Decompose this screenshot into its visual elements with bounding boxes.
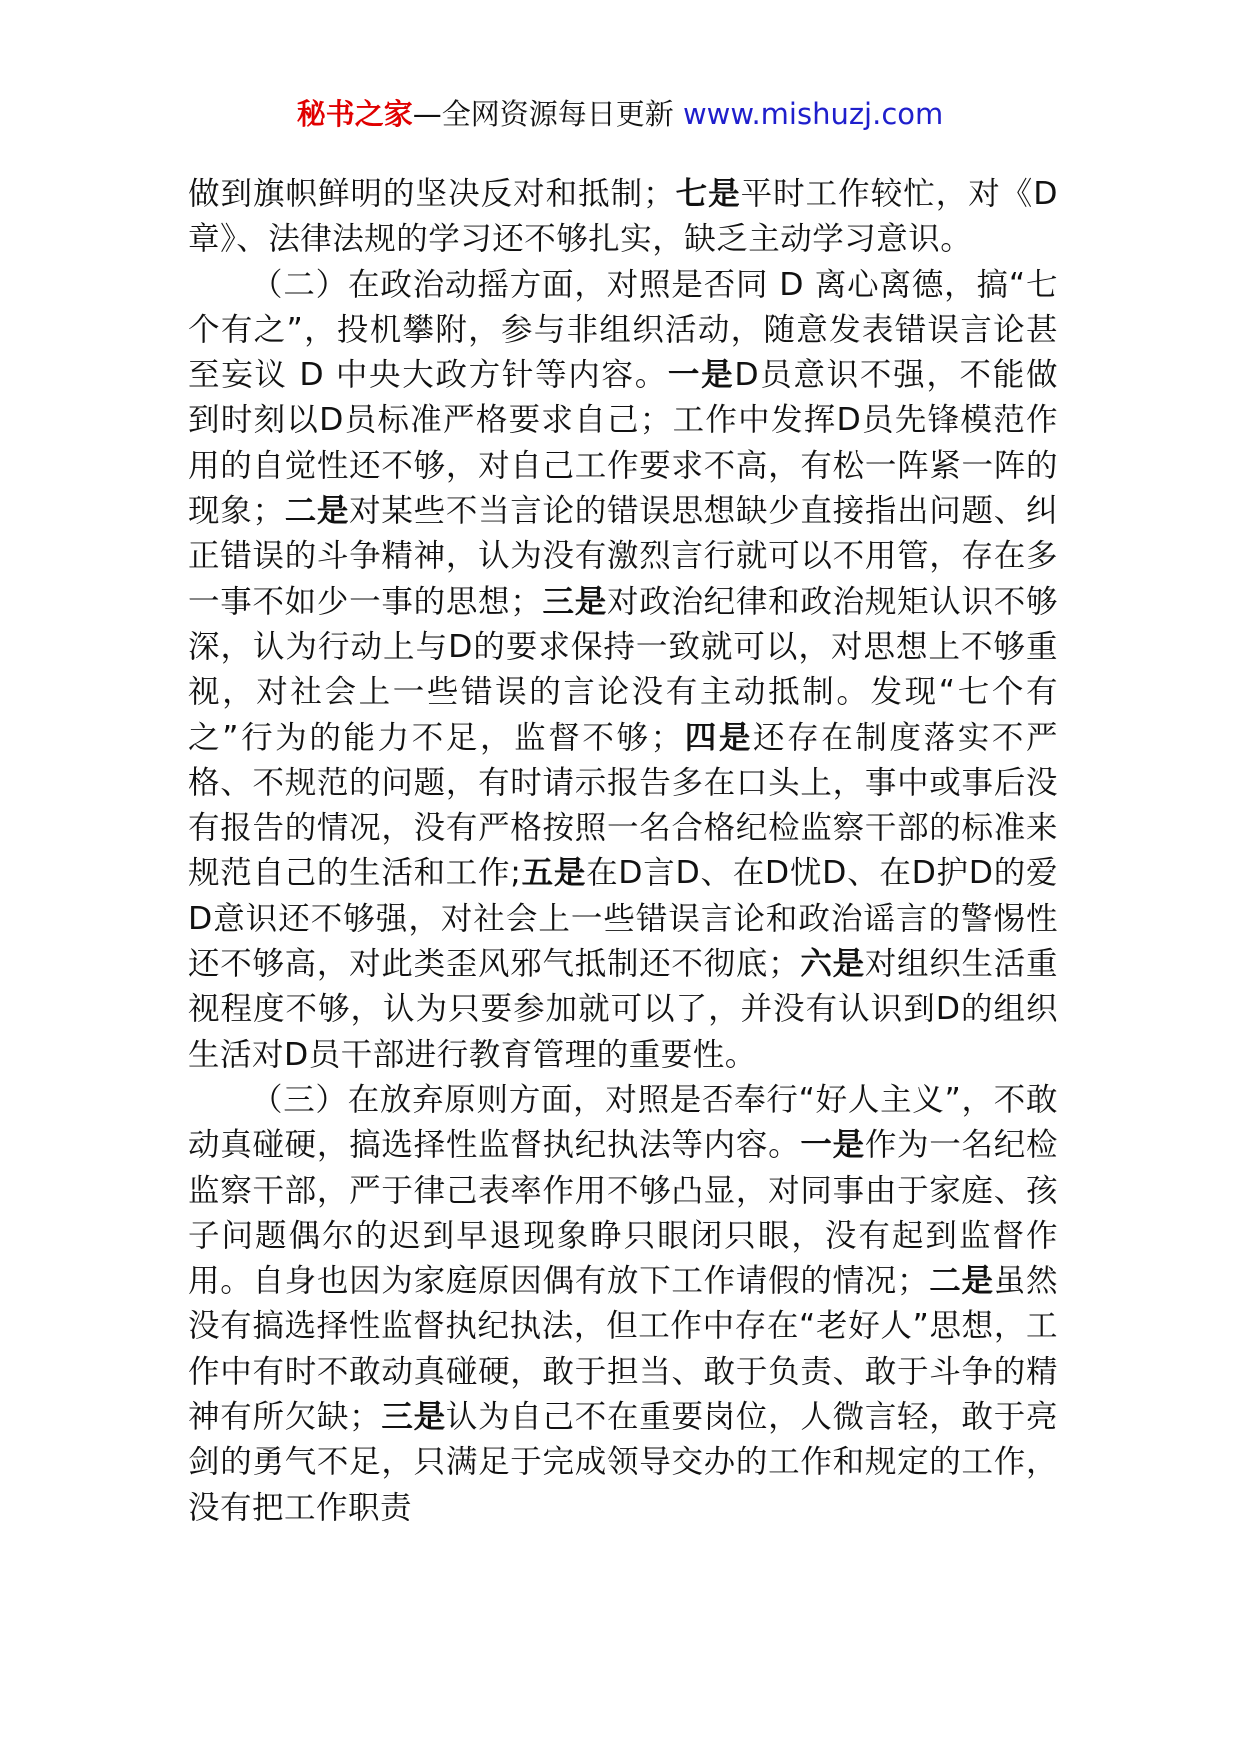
emphasis-label: 六是 <box>800 946 865 983</box>
emphasis-label: 四是 <box>682 719 753 756</box>
paragraph-text: 还存在制度落实不严格、不规范的问题，有时请示报告多在口头上，事中或事后没有报告的情况，没有严格按照一名合格纪检监察干部的标准来规范自己的生活和工作; <box>188 719 1058 892</box>
paragraph-text: （二）在政治动摇方面，对照是否同 D 离心离德，搞“七个有之”，投机攀附，参与非组织活动，随意发表错误言论甚至妄议 D 中央大政方针等内容。 <box>188 266 1058 394</box>
body-paragraph <box>188 172 1058 263</box>
paragraph-text: 虽然没有搞选择性监督执纪执法，但工作中存在“老好人”思想，工作中有时不敢动真碰硬，敢于担当、敢于负责、敢于斗争的精神有所欠缺； <box>188 1263 1058 1436</box>
site-url-link[interactable]: www.mishuzj.com <box>682 97 944 131</box>
emphasis-label: 二是 <box>929 1263 994 1300</box>
paragraph-text: 认为自己不在重要岗位，人微言轻，敢于亮剑的勇气不足，只满足于完成领导交办的工作和规定的工作，没有把工作职责 <box>188 1399 1058 1526</box>
paragraph-text: 做到旗帜鲜明的坚决反对和抵制； <box>188 176 676 212</box>
paragraph-text: 平时工作较忙，对《D章》、法律法规的学习还不够扎实，缺乏主动学习意识。 <box>188 176 1058 258</box>
site-header <box>0 94 1240 134</box>
emphasis-label: 七是 <box>675 176 741 212</box>
emphasis-label: 二是 <box>284 493 350 530</box>
paragraph-text: 对组织生活重视程度不够，认为只要参加就可以了，并没有认识到D的组织生活对D员干部进行教育管理的重要性。 <box>188 946 1058 1073</box>
paragraph-text: 在D言D、在D忧D、在D护D的爱D意识还不够强，对社会上一些错误言论和政治谣言的警惕性还不够高，对此类歪风邪气抵制还不彻底； <box>188 855 1058 983</box>
paragraph-text: D员意识不强，不能做到时刻以D员标准严格要求自己；工作中发挥D员先锋模范作用的自觉性还不够，对自己工作要求不高，有松一阵紧一阵的现象； <box>188 357 1058 530</box>
site-slogan: —全网资源每日更新 <box>412 97 683 131</box>
paragraph-text: 对某些不当言论的错误思想缺少直接指出问题、纠正错误的斗争精神，认为没有激烈言行就可以不用管，存在多一事不如少一事的思想； <box>188 493 1058 620</box>
paragraph-text: （三）在放弃原则方面，对照是否奉行“好人主义”，不敢动真碰硬，搞选择性监督执纪执法等内容。 <box>188 1081 1058 1164</box>
body-paragraph <box>188 1078 1058 1531</box>
body-paragraph <box>188 263 1058 1078</box>
paragraph-text: 对政治纪律和政治规矩认识不够深，认为行动上与D的要求保持一致就可以，对思想上不够重视，对社会上一些错误的言论没有主动抵制。发现“七个有之”行为的能力不足，监督不够； <box>188 583 1058 756</box>
paragraph-text: 作为一名纪检监察干部，严于律己表率作用不够凸显，对同事由于家庭、孩子问题偶尔的迟到早退现象睁只眼闭只眼，没有起到监督作用。自身也因为家庭原因偶有放下工作请假的情况； <box>188 1127 1058 1300</box>
site-brand: 秘书之家 <box>296 97 413 131</box>
emphasis-label: 五是 <box>521 855 587 892</box>
emphasis-label: 三是 <box>542 583 607 620</box>
emphasis-label: 一是 <box>800 1127 865 1164</box>
emphasis-label: 三是 <box>381 1399 446 1436</box>
emphasis-label: 一是 <box>667 357 735 394</box>
document-body <box>188 172 1058 1531</box>
